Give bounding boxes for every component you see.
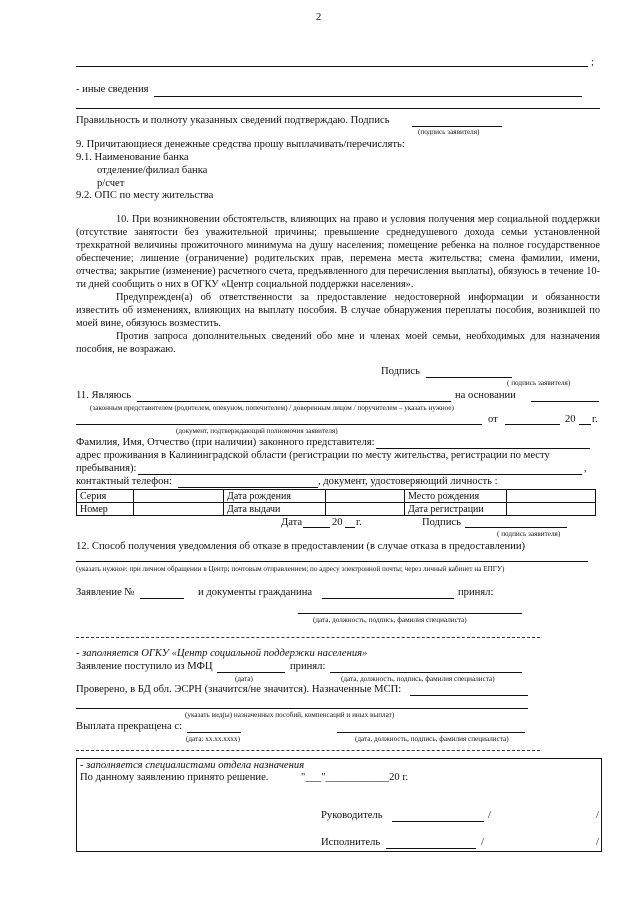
department-section-title: - заполняется специалистами отдела назначения [80,760,305,771]
accepted-label: принял: [458,587,494,598]
phone-field[interactable] [178,487,318,488]
series-field[interactable] [134,490,224,503]
accepted-by-field[interactable] [298,613,522,614]
representative-hint: (законным представителем (родителем, опекуном, попечителем) / доверенным лицом / поручителем – указать нужное) [90,404,454,412]
signature-field[interactable] [426,377,512,378]
decision-label: По данному заявлению принято решение. [80,772,269,783]
signature-hint: ( подпись заявителя) [507,379,571,387]
id-document-table [76,489,596,516]
number-field[interactable] [134,503,224,516]
from-mfc-label: Заявление поступило из МФЦ [76,661,213,672]
msp-field[interactable] [410,695,528,696]
document-field[interactable] [76,424,482,425]
executor-signature-field[interactable] [386,848,476,849]
from-mfc-field[interactable] [217,672,285,673]
birth-date-field[interactable] [326,490,405,503]
confirm-text: Правильность и полноту указанных сведений подтверждаю. Подпись [76,115,390,126]
item10-text: 10. При возникновении обстоятельств, влияющих на право и условия получения мер социальной поддержки (отсутствие занятости без уважительной причины; превышение среднедушевого дохода семьи установленной трехкратной величины прожиточного минимума на душу населения; помещение ребенка на полное государственное обеспечение; лишение (ограничение) родительских прав, перемена места жительства; смена фамилии, имени, отчества; закрытие (изменение) расчетного счета, предъявленного для перечисления выплаты), обязуюсь в течение 10-ти дней сообщить о них в ОГКУ «Центр социальной поддержки населения». [76,214,600,290]
item9-label: 9. Причитающиеся денежные средства прошу выплачивать/перечислять: [76,139,405,150]
number-label: Номер [77,503,134,516]
checked-label: Проверено, в БД обл. ЭСРН (значится/не значится). Назначенные МСП: [76,684,402,695]
notification-method-hint: (указать нужное: при личном обращении в Центр; почтовым отправлением; по адресу электронной почты; через личный кабинет на ЕПГУ) [76,565,505,573]
head-signature-field[interactable] [392,821,484,822]
rep-signature-hint: ( подпись заявителя) [497,530,561,538]
other-info-field[interactable] [154,96,582,97]
payment-stopped-field[interactable] [187,732,241,733]
stopped-by-hint: (дата, должность, подпись, фамилия специалиста) [355,735,509,743]
birth-place-field[interactable] [507,490,596,503]
series-label: Серия [77,490,134,503]
head-slash: / [488,810,491,821]
address-label: адрес проживания в Калининградской области (регистрации по месту жительства, регистрации по месту [76,450,550,461]
citizen-docs-label: и документы гражданина [198,587,313,598]
executor-slash-end: / [596,837,599,848]
representative-name-label: Фамилия, Имя, Отчество (при наличии) законного представителя: [76,437,375,448]
cut-line [76,637,540,638]
application-number-field[interactable] [140,598,184,599]
doc-year-suffix: г. [592,414,598,425]
address-comma: , [584,463,587,474]
stop-date-hint: (дата: хх.хх.хххх) [186,735,241,743]
accepted2-field[interactable] [330,672,522,673]
other-info-label: - иные сведения [76,84,149,95]
decision-date-field[interactable]: "___"____________20 г. [301,772,409,783]
representative-name-field[interactable] [376,448,590,449]
birth-place-label: Место рождения [405,490,507,503]
date-year-field[interactable] [345,527,355,528]
separator-line [76,108,600,109]
obligations-block [76,213,600,356]
confirm-signature-hint: (подпись заявителя) [418,128,480,136]
rep-signature-field[interactable] [465,527,567,528]
from-label: от [488,414,498,425]
address-field[interactable] [138,474,582,475]
document-date-field[interactable] [505,424,560,425]
on-basis-label: на основании [455,390,516,401]
table-row [77,490,596,503]
registration-date-label: Дата регистрации [405,503,507,516]
document-hint: (документ, подтверждающий полномочия заявителя) [176,427,338,435]
head-slash-end: / [596,810,599,821]
date-year-suffix: г. [356,517,362,528]
msp-hint: (указать вид(ы) назначенных пособий, компенсаций и иных выплат) [185,711,395,719]
basis-field[interactable] [531,401,599,402]
account-label: р/счет [97,178,125,189]
birth-date-label: Дата рождения [224,490,326,503]
cut-line-2 [76,750,540,751]
mfc-date-hint: (дата) [235,675,253,683]
notification-method-field[interactable] [76,561,588,562]
stopped-by-field[interactable] [337,732,525,733]
issue-date-label: Дата выдачи [224,503,326,516]
issue-date-field[interactable] [326,503,405,516]
warning-text: Предупрежден(а) об ответственности за предоставление недостоверной информации и обязанности известить об изменениях, влияющих на выплату пособия. В случае обнаружения переплаты пособия, возникшей по моей вине, обязуюсь возместить. [76,292,600,329]
item11-label: 11. Являюсь [76,390,132,401]
id-document-label: , документ, удостоверяющий личность : [318,476,498,487]
consent-text: Против запроса дополнительных сведений обо мне и членах моей семьи, необходимых для назначения пособия, не возражаю. [76,331,600,355]
rep-signature-label: Подпись [422,517,461,528]
registration-date-field[interactable] [507,503,596,516]
bank-name-label: 9.1. Наименование банка [76,152,189,163]
date-day-field[interactable] [303,527,330,528]
post-office-label: 9.2. ОПС по месту жительства [76,190,214,201]
item12-label: 12. Способ получения уведомления об отказе в предоставлении (в случае отказа в предоставлении) [76,541,526,552]
accepted-by-hint: (дата, должность, подпись, фамилия специалиста) [313,616,467,624]
accepted2-label: принял: [290,661,326,672]
continuation-end: ; [591,57,594,68]
representative-field[interactable] [137,401,451,402]
ogku-section-title: - заполняется ОГКУ «Центр социальной поддержки населения» [76,648,368,659]
citizen-docs-field[interactable] [322,598,454,599]
confirm-signature-field[interactable] [412,126,502,127]
phone-label: контактный телефон: [76,476,173,487]
stay-label: пребывания): [76,463,137,474]
msp-field-2[interactable] [76,708,528,709]
page-number: 2 [316,12,322,23]
date-year-label: 20 [332,517,343,528]
doc-year-field[interactable] [579,424,591,425]
doc-year-label: 20 [565,414,576,425]
signature-label: Подпись [381,366,420,377]
executor-slash: / [481,837,484,848]
continuation-line [76,66,588,67]
payment-stopped-label: Выплата прекращена с: [76,721,183,732]
head-label: Руководитель [321,810,383,821]
table-row [77,503,596,516]
executor-label: Исполнитель [321,837,381,848]
bank-branch-label: отделение/филиал банка [97,165,208,176]
date-label: Дата [281,517,303,528]
accepted2-hint: (дата, должность, подпись, фамилия специалиста) [341,675,495,683]
application-number-label: Заявление № [76,587,135,598]
